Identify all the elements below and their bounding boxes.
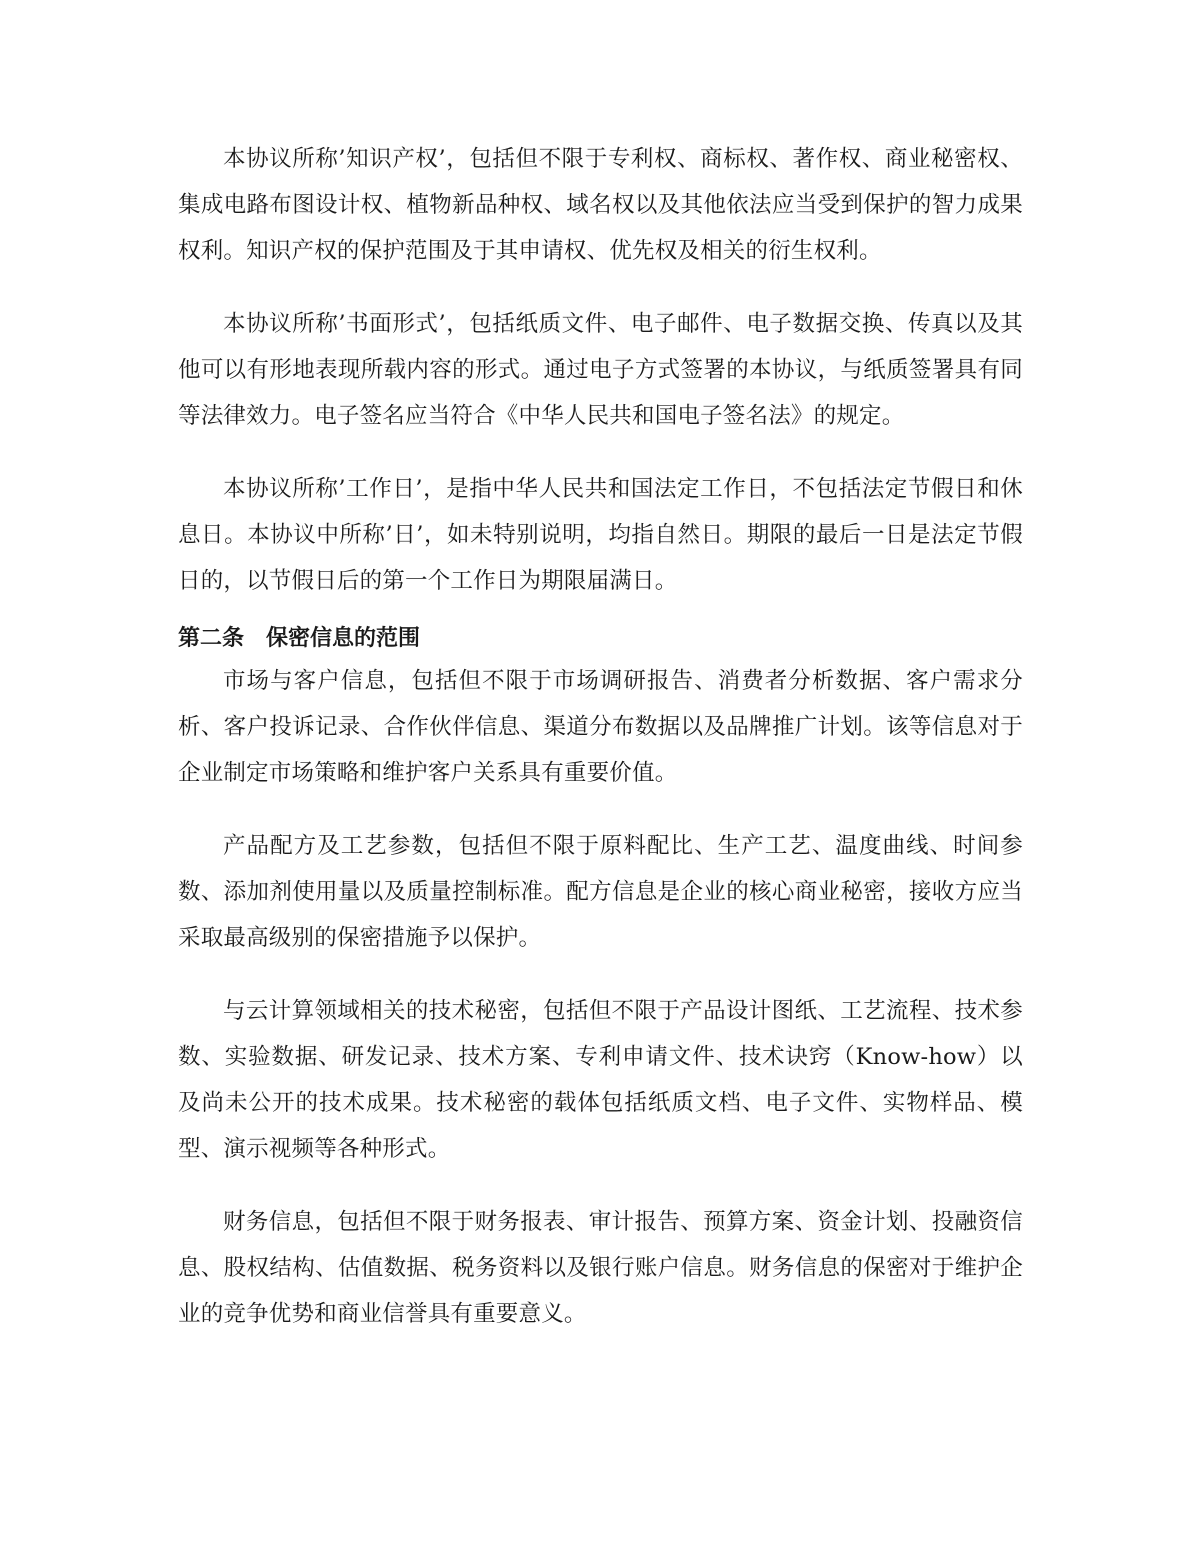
section-heading-article-2: 第二条 保密信息的范围 [178, 626, 421, 651]
paragraph-written-form-definition: 本协议所称’书面形式’，包括纸质文件、电子邮件、电子数据交换、传真以及其他可以有形地表现所载内容的形式。通过电子方式签署的本协议，与纸质签署具有同等法律效力。电子签名应当符合《中华人民共和国电子签名法》的规定。 [178, 311, 1023, 429]
paragraph-financial-info: 财务信息，包括但不限于财务报表、审计报告、预算方案、资金计划、投融资信息、股权结构、估值数据、税务资料以及银行账户信息。财务信息的保密对于维护企业的竞争优势和商业信誉具有重要意义。 [178, 1209, 1023, 1327]
paragraph-working-day-definition: 本协议所称’工作日’，是指中华人民共和国法定工作日，不包括法定节假日和休息日。本协议中所称’日’，如未特别说明，均指自然日。期限的最后一日是法定节假日的，以节假日后的第一个工作日为期限届满日。 [178, 476, 1023, 594]
paragraph-product-formula-info: 产品配方及工艺参数，包括但不限于原料配比、生产工艺、温度曲线、时间参数、添加剂使用量以及质量控制标准。配方信息是企业的核心商业秘密，接收方应当采取最高级别的保密措施予以保护。 [178, 833, 1023, 951]
document-body [178, 136, 1023, 1364]
paragraph-intellectual-property-definition: 本协议所称’知识产权’，包括但不限于专利权、商标权、著作权、商业秘密权、集成电路布图设计权、植物新品种权、域名权以及其他依法应当受到保护的智力成果权利。知识产权的保护范围及于其申请权、优先权及相关的衍生权利。 [178, 146, 1023, 264]
paragraph-technical-secrets-info: 与云计算领域相关的技术秘密，包括但不限于产品设计图纸、工艺流程、技术参数、实验数据、研发记录、技术方案、专利申请文件、技术诀窍（Know-how）以及尚未公开的技术成果。技术秘密的载体包括纸质文档、电子文件、实物样品、模型、演示视频等各种形式。 [178, 998, 1023, 1162]
paragraph-market-customer-info: 市场与客户信息，包括但不限于市场调研报告、消费者分析数据、客户需求分析、客户投诉记录、合作伙伴信息、渠道分布数据以及品牌推广计划。该等信息对于企业制定市场策略和维护客户关系具有重要价值。 [178, 668, 1023, 786]
